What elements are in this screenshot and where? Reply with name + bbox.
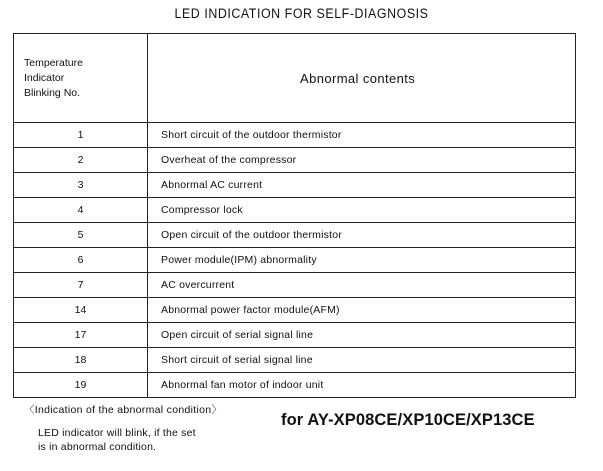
abnormal-content: Open circuit of the outdoor thermistor bbox=[148, 223, 576, 248]
table-row bbox=[14, 148, 576, 173]
blink-count: 6 bbox=[14, 248, 148, 273]
header-abnormal-contents: Abnormal contents bbox=[148, 34, 576, 123]
blink-count: 7 bbox=[14, 273, 148, 298]
blink-count: 18 bbox=[14, 348, 148, 373]
model-label: for AY-XP08CE/XP10CE/XP13CE bbox=[281, 411, 535, 429]
note-line: is in abnormal condition. bbox=[38, 441, 157, 453]
abnormal-content: Open circuit of serial signal line bbox=[148, 323, 576, 348]
header-blinking-number bbox=[14, 34, 148, 123]
note-line: LED indicator will blink, if the set bbox=[38, 427, 196, 439]
abnormal-content: Short circuit of serial signal line bbox=[148, 348, 576, 373]
header-line-3: Blinking No. bbox=[24, 86, 81, 99]
table-row bbox=[14, 123, 576, 148]
table-row bbox=[14, 173, 576, 198]
table-row bbox=[14, 223, 576, 248]
blink-count: 2 bbox=[14, 148, 148, 173]
blink-count: 1 bbox=[14, 123, 148, 148]
blink-count: 5 bbox=[14, 223, 148, 248]
note-heading: 〈Indication of the abnormal condition〉 bbox=[24, 404, 223, 416]
header-line-1: Temperature bbox=[24, 56, 83, 69]
table-row bbox=[14, 298, 576, 323]
table-row bbox=[14, 198, 576, 223]
abnormal-content: Power module(IPM) abnormality bbox=[148, 248, 576, 273]
table-row bbox=[14, 248, 576, 273]
note-body bbox=[38, 426, 196, 454]
blink-count: 4 bbox=[14, 198, 148, 223]
blink-count: 19 bbox=[14, 373, 148, 398]
diagnosis-table bbox=[13, 33, 576, 398]
blink-count: 17 bbox=[14, 323, 148, 348]
blink-count: 14 bbox=[14, 298, 148, 323]
abnormal-content: Abnormal fan motor of indoor unit bbox=[148, 373, 576, 398]
header-line-2: Indicator bbox=[24, 71, 65, 84]
blink-count: 3 bbox=[14, 173, 148, 198]
table-row bbox=[14, 323, 576, 348]
abnormal-content: AC overcurrent bbox=[148, 273, 576, 298]
abnormal-content: Abnormal power factor module(AFM) bbox=[148, 298, 576, 323]
page-title: LED INDICATION FOR SELF-DIAGNOSIS bbox=[174, 6, 429, 21]
abnormal-content: Short circuit of the outdoor thermistor bbox=[148, 123, 576, 148]
abnormal-content: Compressor lock bbox=[148, 198, 576, 223]
table-row bbox=[14, 348, 576, 373]
table-header-row bbox=[14, 34, 576, 123]
table-row bbox=[14, 373, 576, 398]
abnormal-content: Abnormal AC current bbox=[148, 173, 576, 198]
table-row bbox=[14, 273, 576, 298]
abnormal-content: Overheat of the compressor bbox=[148, 148, 576, 173]
